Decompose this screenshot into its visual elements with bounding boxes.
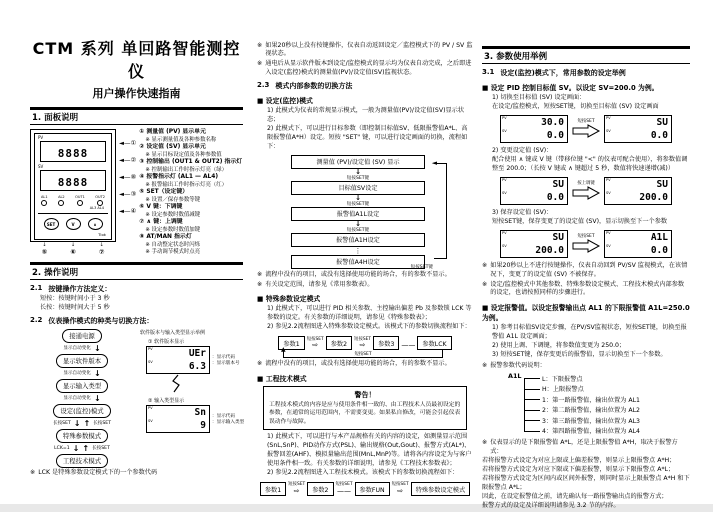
sv-tag: SV [148,359,153,364]
mode-switch-flowchart [30,329,134,468]
legend-item: ④ 报警指示灯 (AL1 — AL4) ※ 报警输出工作时指示灯亮（红） [139,173,228,188]
legend-item: ① 测量值 (PV) 显示单元 ※ 显示测量值及各种参数名称 [139,129,217,143]
special-param-item-2: 2) 参见2.2流程图进入特殊参数设定模式。该模式下的参数切换流程如下： [267,323,471,331]
lamp-dot [41,200,47,206]
no-save-note: ※ 如果20秒以上不进行按键操作，仪表自动回到 PV/SV 监视模式，在该情况下，变更了的设定值 (SV) 不被保存。 [482,261,688,278]
legend-item: ⑧ AT/MAN 指示灯 ※ 自动整定状态时闪烁 ※ 手动调节模式时点亮 [139,233,201,255]
flow-box-sv-setting: 目标值SV设定 [291,181,425,195]
special-param-flowchart [257,336,473,350]
pv-display [40,141,106,162]
flow-box-a1h-setting: 报警值A1H设定 [291,233,425,247]
flow-box-param-fun: 参数FUN [355,482,390,496]
flow-box-param1: 参数1 [260,482,286,496]
pv-tag: PV [502,230,507,235]
alarm-step-1: 1) 参考目标值SV设定步骤，在PV/SV监视状态，短按SET键，切换至报警值 A1L 设定画面； [492,324,687,341]
pv-digits: 8888 [57,147,89,160]
pv-tag: PV [38,135,44,140]
up-arrow: ↑ [82,443,90,453]
input-type-display-row [146,405,244,433]
short-press-label: 短按SET [335,482,353,488]
mode-switch-area [30,329,243,468]
transition-arrow [572,120,600,138]
flow-box-monitor-mode: 设定(监控)模式 [53,404,110,418]
hidden-params-note-2: ※ 流程中没有的项目，或没有选择使用功能的场合，有的参数不显示。 [257,360,451,368]
lamps-sub-labels: AL3 AL4 [89,206,104,210]
flow-box-param-lck: 参数LCK [417,336,451,350]
right-arrow: ⇨ [359,341,366,350]
right-arrow: ⇨ [293,487,300,496]
monitor-mode-heading: ■ 设定(监控)模式 [257,95,473,105]
version-note: ：显示版本号 [212,360,240,366]
engineering-item-1: 1) 此模式下，可以进行与本产品规格有关的内容的设定，如测量显示范围(SnL,SnP)、PID动作方式(PSL)、输出规格(Out,Gout)、报警方式(AL*)、报警回差(AHF)、模拟量输出范围(MnL,MnP)等。请将各内容设定为与客户使用条件相一致。有关参数的详细说明，请参见《工程技术参数表》； [267,433,472,468]
special-param-loop [281,346,443,358]
flow-box-param2: 参数2 [307,482,333,496]
panel-outer-frame [30,129,116,242]
dash-connector: —— [337,487,352,496]
brand-label: Tlok [98,232,106,237]
engineering-item-2: 2) 参见2.2流程图进入工程技术模式。该模式下的参数切换流程如下： [267,469,459,477]
version-value: 6.3 [188,360,206,372]
input-type-lcd [146,405,210,433]
tree-branch-2: 2：第二路报警值，输出位置为 AL2 [542,405,690,416]
callout-2: ◄—② [119,156,137,164]
right-column [482,40,690,512]
step2-title: 2) 变更设定值 (SV)： [492,146,553,154]
transition-arrow [572,182,600,200]
panel-inner-frame [34,133,112,240]
special-param-item-1: 1) 此模式下，可以进行 PID 相关参数、主控输出偏差 Pb 及参数锁 LCK 等参数的设定。有关参数的详细说明，请参见《特殊参数表》； [267,305,472,322]
section-1-header: 1. 面板说明 [30,107,243,125]
legend-item: ③ 控制输出 (OUT1 & OUT2) 指示灯 ※ 控制输出工作时指示灯亮（绿） [139,158,243,173]
display-pair-2 [482,177,690,205]
indicator-lamps-row [38,194,108,206]
pv-tag: PV [606,177,611,182]
input-code: Sn [194,406,206,418]
monitor-mode-flowchart [283,155,447,269]
alarm-code-note: ※ 报警参数代码说明： [482,361,546,369]
tree-branch-h: H：上限报警点 [542,384,690,395]
code-note: ：显示代码 [212,354,235,360]
callout-tick: ↓ [99,242,104,248]
engineering-flowchart [257,482,473,496]
timeout-note: ※ 如果20秒以上没有按键操作，仪表自动返回设定／监控模式下的 PV / SV 监视状态。 [257,41,473,58]
sec-3-1-heading: 3.1 设定(监控)模式下，常用参数的设定举例 [482,68,626,77]
callout-6: ↓ ⑥ [70,242,76,256]
pv-tag: PV [148,405,153,410]
set-button: SET [44,218,59,230]
down-arrow: ↓ [93,368,101,378]
lamp-out1: OUT1 [75,195,85,206]
sv-tag: SV [502,243,507,248]
callout-tick: ↓ [70,242,76,248]
callout-3: ◄—③ [119,190,137,198]
instrument-panel-diagram [30,129,116,256]
alarm-mode-notes: ※ 仪表显示的是下限报警值 A*L，还是上限报警值 A*H，取决于报警方式： 若将报警方式设定为对应上限或上偏差报警，则显示上限报警点 A*H； 若将报警方式设定为对应下限或下偏差报警，则显示下限报警点 A*L； 若将报警方式设定为区间内或区间外报警，则同时显示上限报警点 A*H 和下限报警点 A*L； 因此，在设定报警值之前，请先确认每一路报警输出点的报警方式； 报警方式的设定及详细说明请参见 3.2 节的内容。 [482,439,690,510]
pv-tag: PV [502,115,507,120]
flow-box-param1: 参数1 [278,336,304,350]
flow-box-power-on: 接通电源 [62,329,102,343]
flow-link-lck: LCK=1 ↓ ↑ 长按SET [54,443,110,453]
tree-branch-1: 1：第一路报警值，输出位置为 AL1 [542,394,690,405]
callout-4: ◄—④ [119,207,137,215]
version-example-caption: 软件版本与输入类型显示举例 [140,329,206,336]
power-on-note: ※ 通电后从显示软件版本到设定/监控模式的显示均为仪表自动完成，之后即进入设定(监控)模式的测量值(PV)/设定值(SV)监视状态。 [257,60,472,77]
loop-label: 短按SET键 [410,264,433,270]
display-pair-1 [482,115,690,143]
callout-tick: ↓ [42,242,47,248]
sv-tag: SV [606,190,611,195]
legend-item: ⑤ SET（设定键） ※ 设置／保存参数等键 [139,188,201,203]
section-2-header: 2. 操作说明 [30,262,243,280]
down-arrow: ↓ [72,443,80,453]
ellipsis: ⋮ [354,246,362,255]
version-example-block [140,329,244,468]
warning-title: 警告！ [354,391,376,400]
panel-description-block [30,129,243,256]
lcd-before: PV SU SV 0.0 [500,177,568,205]
step3-title: 3) 保存设定值 (SV)： [492,208,553,216]
short-press-label: 短按SET [391,482,409,488]
input-type-note: ：显示输入类型 [212,419,245,425]
lcd-after: PV A1L SV 0.0 [604,230,672,258]
flow-box-input-type: 显示输入类型 [56,379,108,393]
short-press-label: 短按SET键 [346,201,370,207]
page-subtitle: 用户操作快速指南 [92,87,181,100]
tree-branch-l: L：下限报警点 [542,373,690,384]
lcd-after: PV SU SV 200.0 [604,177,672,205]
arrow-label: 短按SET [577,118,595,124]
pv-tag: PV [606,115,611,120]
engineering-mode-heading: ■ 工程技术模式 [257,373,473,383]
legend-item: ② 设定值 (SV) 显示单元 ※ 显示目标设定值及各种参数值 [139,143,222,158]
up-arrowhead: ▲ [281,346,286,354]
flow-box-pv-sv-display: 测量值 (PV)/设定值 (SV) 显示 [291,155,425,169]
lcd-before: PV SU SV 200.0 [500,230,568,258]
loop-label: 短按SET [354,352,372,358]
flow-box-software-version: 显示软件版本 [56,354,108,368]
legend-item: ⑦ ∧ 键：上调键 ※ 设定参数时数值加键 [139,218,201,233]
down-arrow: ↓ [93,393,101,403]
middle-column [257,40,473,496]
up-arrow: ↑ [83,418,91,428]
down-arrow: ↓ [73,418,81,428]
version-lcd [146,346,210,374]
callout-1: ◄—① [119,139,137,147]
step1-body: 在设定/监控模式，短按SET键，切换至目标值 (SV) 设定画面 [492,102,659,110]
flow-box-engineering-mode: 工程技术模式 [56,454,108,468]
version-display-caption: ① 软件版本显示 [148,338,185,345]
sv-tag: SV [148,418,153,423]
transition-arrow [572,235,600,253]
alarm-step-3: 3) 短按SET键，保存变更后的报警值，显示切换至下一个参数。 [492,351,667,359]
warning-body: 工程技术模式的内容是应与使用条件相一致的、由工程技术人员最初设定的参数，在通常的运用范围内，不需要变更。如果私自修改，可能会引起仪表误动作与故障。 [269,402,461,425]
range-table-note: ※ 有关设定范围，请参见《常用参数表》。 [257,280,374,288]
same-procedure-note: ※ 设定/监控模式中其他参数、特殊参数设定模式、工程技术模式内部参数的设定，也请按照同样的步骤进行。 [482,280,685,297]
left-column [30,36,243,480]
alarm-example-heading: ■ 设定报警值。以设定报警输出点 AL1 的下限报警值 A1L=250.0 为例。 [482,302,690,322]
panel-divider [38,213,108,214]
page-title: CTM 系列 单回路智能测控仪 [32,39,241,81]
down-button: V [66,218,81,230]
flow-link-longpress: 长按SET ↓ ↑ 长按SET [52,418,112,428]
monitor-mode-item-1: 1) 此模式为仪表的常规显示模式，一般为测量值(PV)/设定值(SV)显示状态； [267,106,465,123]
loop-line [434,163,447,259]
sv-digits: 8888 [57,176,89,189]
code-note: ：显示代码 [212,413,235,419]
pv-tag: PV [502,177,507,182]
lamp-al2: AL2 [58,195,65,206]
step2-body: 配合使用 ∧ 键或 V 键（带移位键 "<" 的仪表可配合使用），将参数值调整至 200.0；（长按 V 键或 ∧ 键超过 5 秒，数值将快速递增(减)） [492,155,688,172]
section-3-header: 3. 参数使用举例 [482,46,690,64]
dash-connector: —— [401,341,416,350]
up-button: ∧ [88,218,103,230]
flow-box-a1l-setting: 报警值A1L设定 [291,207,425,221]
down-arrow: ↓ [355,193,361,202]
sv-example-heading: ■ 设定 PID 控制目标值 SV。以设定 SV=200.0 为例。 [482,82,690,92]
short-press-label: 短按SET [354,336,372,342]
down-arrow: ↓ [355,219,361,228]
step1-title: 1) 切换至目标值 (SV) 设定画面： [492,94,586,101]
sv-tag: SV [502,128,507,133]
lck-note: ※ LCK 是特殊参数设定模式下的一个参数代码 [30,469,158,477]
loop-arrowhead: ◄ [431,158,437,167]
arrow-label: 短按SET [577,233,595,239]
right-arrow: ⇨ [312,341,319,350]
sv-tag: SV [606,243,611,248]
hidden-params-note: ※ 流程中没有的项目，或没有选择使用功能的场合，有的参数不显示。 [257,270,451,278]
short-press-label: 短按SET键 [346,175,370,181]
lcd-before: PV 30.0 SV 0.0 [500,115,568,143]
zigzag-connector [170,375,244,395]
flow-link-auto: 显示自动变化 ↓ [63,368,101,378]
tree-root-a1l: A1L [508,372,522,381]
special-param-mode-heading: ■ 特殊参数设定模式 [257,293,473,303]
flow-link-auto: 显示自动变化 ↓ [63,343,101,353]
warning-box [263,386,467,430]
flow-box-special-param-mode: 特殊参数模式 [56,429,108,443]
arrow-label: 按上调键 [577,180,595,186]
sec-2-1-heading: 2.1 按键操作方法定义： [30,283,112,293]
legend-item: ⑥ V 键：下调键 ※ 设定参数时数值减键 [139,203,201,218]
monitor-mode-item-2: 2) 此模式下，可以进行目标参数（即控制目标值SV、低限报警值A*L、高限报警值A*H）设定。短按 "SET" 键，可以进行设定画面的切换，流程如下： [267,124,468,150]
alarm-code-tree [508,373,690,436]
right-arrow: ⇨ [397,487,404,496]
sv-tag: SV [38,164,44,169]
down-arrow: ↓ [93,343,101,353]
input-value: 9 [200,419,206,431]
flow-box-param2: 参数2 [326,336,352,350]
sec-2-2-heading: 2.2 仪表操作模式的种类与切换方法： [30,315,154,325]
lcd-after: PV SU SV 0.0 [604,115,672,143]
flow-box-param3: 参数3 [373,336,399,350]
short-press-label: 短按SET [306,336,324,342]
pv-tag: PV [606,230,611,235]
tree-branch-3: 3：第三路报警值，输出位置为 AL3 [542,415,690,426]
callout-7: ↓ ⑦ [98,242,105,256]
short-press-def: 短按：按键时间小于 3 秒 [40,294,110,302]
pv-tag: PV [148,346,153,351]
short-press-label: 短按SET键 [346,227,370,233]
flow-box-special-param-mode: 特殊参数设定模式 [411,482,471,496]
button-callouts [30,243,116,256]
sec-2-3-heading: 2.3 模式内部参数的切换方法 [257,80,353,90]
sv-tag: SV [502,190,507,195]
tree-branch-4: 4：第四路报警值，输出位置为 AL4 [542,426,690,437]
panel-legend [139,129,243,256]
down-arrow: ↓ [355,167,361,176]
sv-tag: SV [606,128,611,133]
callout-8: ◄—⑧ [119,173,137,181]
step3-body: 短按SET键，保存变更了的设定值 (SV)，显示切换至下一个参数 [492,217,668,225]
flow-link-auto: 显示自动变化 ↓ [63,393,101,403]
callout-5: ↓ ⑤ [41,242,48,256]
short-press-label: 短按SET [288,482,306,488]
alarm-step-2: 2) 使用上调、下调键，将参数值变更为 250.0； [492,342,626,350]
flow-box-a4h-setting: 报警值A4H设定 [291,255,425,269]
version-code: UEr [188,347,206,359]
sv-display [40,170,106,191]
lamp-al1: AL1 [41,195,48,206]
lamp-dot [77,200,83,206]
panel-buttons-row [38,217,108,232]
lamp-out2: OUT2 [95,195,105,206]
panel-side-callouts [119,129,136,256]
display-pair-3 [482,230,690,258]
lamp-dot [58,200,64,206]
input-type-caption: ② 输入类型显示 [148,397,185,404]
long-press-def: 长按：按键时间大于 5 秒 [40,303,110,311]
tree-vertical-line [524,379,525,431]
version-display-row [146,346,244,374]
